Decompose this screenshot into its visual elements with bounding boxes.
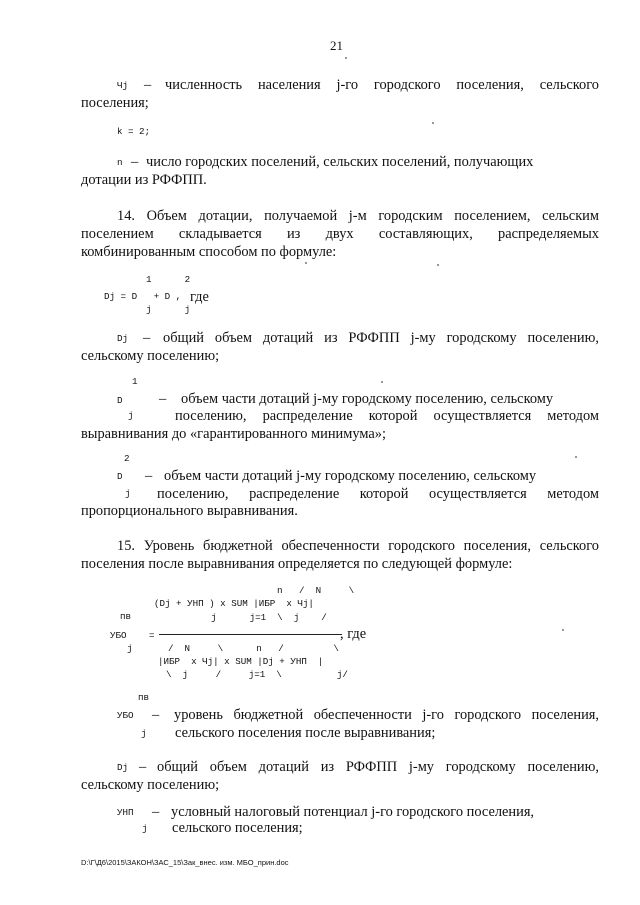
formula-dj: Dj = D + D , bbox=[104, 291, 182, 302]
dash: – bbox=[159, 391, 167, 407]
subscript: j bbox=[125, 488, 131, 499]
paragraph-15: поселения после выравнивания определяется по следующей формуле: bbox=[81, 556, 513, 572]
dash: – bbox=[144, 77, 152, 93]
formula-row: \ j / j=1 \ j/ bbox=[166, 669, 348, 680]
definition-text: поселению, распределение которой осуществляется методом bbox=[175, 408, 599, 424]
formula-where: где bbox=[190, 289, 209, 305]
scan-speck bbox=[562, 629, 564, 631]
definition-text: поселению, распределение которой осуществляется методом bbox=[157, 486, 599, 502]
definition-text: поселения; bbox=[81, 95, 149, 111]
superscript: 2 bbox=[124, 453, 130, 464]
definition-text: условный налоговый потенциал j-го городского поселения, bbox=[171, 804, 535, 820]
definition-text: общий объем дотаций из РФФПП j-му городскому поселению, bbox=[163, 330, 599, 346]
subscript: j bbox=[128, 410, 134, 421]
definition-text: общий объем дотаций из РФФПП j-му городскому поселению, bbox=[157, 759, 599, 775]
dash: – bbox=[152, 804, 160, 820]
definition-text: выравнивания до «гарантированного минимума»; bbox=[81, 426, 386, 442]
dash: – bbox=[145, 468, 153, 484]
scan-speck bbox=[575, 456, 577, 458]
formula-where: , где bbox=[340, 626, 367, 642]
formula-superscript: пв bbox=[120, 611, 132, 622]
subscript: j bbox=[141, 728, 147, 739]
fraction-bar bbox=[159, 634, 342, 635]
paragraph-14: 14. Объем дотации, получаемой j-м городским поселением, сельским bbox=[117, 208, 599, 224]
footer-file-path: D:\Г\Д6\2015\ЗАКОН\ЗАС_15\Зак_внес. изм. МБО_прин.doc bbox=[81, 858, 289, 867]
scan-speck bbox=[437, 264, 439, 266]
symbol-d2: D bbox=[117, 471, 123, 482]
symbol-dj: Dj bbox=[117, 762, 129, 773]
definition-text: сельскому поселению; bbox=[81, 777, 220, 793]
paragraph-14: поселением складывается из двух составляющих, распределяемых bbox=[81, 226, 599, 242]
symbol-n: n bbox=[117, 157, 123, 168]
scan-speck bbox=[381, 381, 383, 383]
dash: – bbox=[152, 707, 160, 723]
symbol-unp: УНП bbox=[117, 807, 134, 818]
definition-text: пропорционального выравнивания. bbox=[81, 503, 298, 519]
formula-row: j j=1 \ j / bbox=[211, 612, 327, 623]
definition-text: дотации из РФФПП. bbox=[81, 172, 207, 188]
superscript: пв bbox=[138, 692, 150, 703]
definition-text: численность населения j-го городского поселения, сельского bbox=[165, 77, 599, 93]
definition-text: число городских поселений, сельских поселений, получающих bbox=[146, 154, 534, 170]
definition-text: сельского поселения после выравнивания; bbox=[175, 725, 436, 741]
formula-subscript: j bbox=[127, 643, 133, 654]
dash: – bbox=[131, 154, 139, 170]
formula-row: n / N \ bbox=[277, 585, 355, 596]
formula-subscripts: j j bbox=[146, 304, 191, 315]
dash: – bbox=[139, 759, 147, 775]
formula-numerator: (Dj + УНП ) x SUM |ИБР x Чj| bbox=[154, 598, 314, 609]
formula-superscripts: 1 2 bbox=[146, 274, 191, 285]
paragraph-15: 15. Уровень бюджетной обеспеченности городского поселения, сельского bbox=[117, 538, 599, 554]
definition-text: сельскому поселению; bbox=[81, 348, 220, 364]
formula-row: / N \ n / \ bbox=[168, 643, 339, 654]
formula-k: k = 2; bbox=[117, 126, 151, 137]
definition-text: уровень бюджетной обеспеченности j-го городского поселения, bbox=[174, 707, 599, 723]
scan-speck bbox=[345, 57, 347, 59]
definition-text: объем части дотаций j-му городскому поселению, сельскому bbox=[181, 391, 554, 407]
formula-denominator: |ИБР x Чj| x SUM |Dj + УНП | bbox=[158, 656, 324, 667]
definition-text: объем части дотаций j-му городскому поселению, сельскому bbox=[164, 468, 537, 484]
symbol-d1: D bbox=[117, 395, 123, 406]
symbol-ubo: УБО bbox=[117, 710, 134, 721]
page-number: 21 bbox=[330, 38, 343, 53]
dash: – bbox=[143, 330, 151, 346]
symbol-dj: Dj bbox=[117, 333, 129, 344]
superscript: 1 bbox=[132, 376, 138, 387]
formula-lhs: УБО bbox=[110, 630, 127, 641]
symbol-chj: Чj bbox=[117, 80, 129, 91]
subscript: j bbox=[142, 823, 148, 834]
formula-equals: = bbox=[149, 630, 155, 641]
paragraph-14: комбинированным способом по формуле: bbox=[81, 244, 337, 260]
scan-speck bbox=[432, 122, 434, 124]
definition-text: сельского поселения; bbox=[172, 820, 303, 836]
scan-speck bbox=[305, 262, 307, 264]
